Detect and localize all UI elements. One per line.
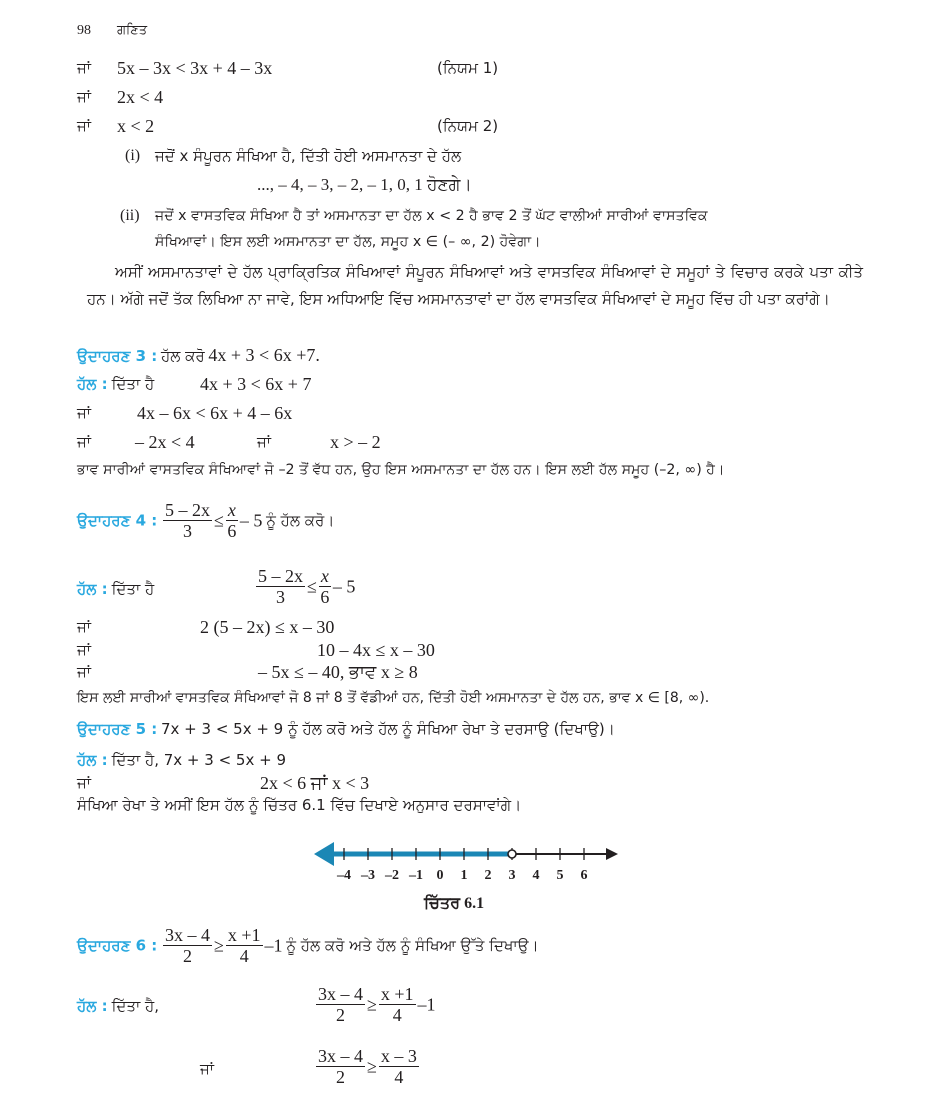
example-5-question	[77, 718, 615, 740]
case-ii-line2: ਸੰਖਿਆਵਾਂ। ਇਸ ਲਈ ਅਸਮਾਨਤਾ ਦਾ ਹੱਲ, ਸਮੂਹ x ∈ (– ∞, 2) ਹੋਵੇਗਾ।	[155, 234, 541, 250]
page-number: 98	[77, 23, 91, 38]
fraction-numerator: 5 – 2x	[164, 500, 210, 520]
tick-label: 5	[556, 868, 564, 883]
tick-label: –2	[385, 868, 399, 883]
example-4-label: ਉਦਾਹਰਣ 4 :	[77, 511, 158, 530]
ja-label: ਜਾਂ	[77, 88, 92, 106]
ja-label: ਜਾਂ	[77, 663, 92, 681]
given-label: ਦਿੱਤਾ ਹੈ	[111, 375, 155, 393]
example-4-question	[77, 500, 334, 541]
solution-label: ਹੱਲ :	[77, 997, 108, 1015]
ja-label: ਜਾਂ	[257, 433, 272, 451]
number-line-tick-labels	[300, 868, 630, 890]
tick-label: 4	[532, 868, 540, 883]
tick-label: 2	[484, 868, 492, 883]
example-3-given-expr: 4x + 3 < 6x + 7	[200, 374, 312, 394]
example-4-given-expr	[254, 566, 355, 607]
ge-symbol: ≥	[367, 1056, 377, 1077]
example-3-question-expr: 4x + 3 < 6x +7.	[208, 345, 320, 365]
step-rule1-expr: 5x – 3x < 3x + 4 – 3x	[117, 58, 273, 78]
case-ii-number: (ii)	[120, 207, 140, 224]
fraction-denominator: 3	[182, 521, 192, 541]
example-3-solution-given	[77, 373, 154, 395]
case-i-values: ..., – 4, – 3, – 2, – 1, 0, 1 ਹੋਣਗੇ।	[257, 175, 472, 194]
solution-label: ਹੱਲ :	[77, 375, 108, 393]
fraction-3x-minus-4-over-2	[316, 984, 365, 1025]
fraction-denominator: 2	[336, 1005, 345, 1025]
fraction-denominator: 3	[276, 587, 285, 607]
example-6-label: ਉਦਾਹਰਣ 6 :	[77, 936, 158, 955]
arrow-left-icon	[314, 842, 334, 866]
example-6-question-suffix: ਨੂੰ ਹੱਲ ਕਰੋ ਅਤੇ ਹੱਲ ਨੂੰ ਸੰਖਿਆ ਉੱਤੇ ਦਿਖਾਉ।	[286, 936, 539, 955]
fraction-denominator: 4	[239, 946, 249, 966]
example-5-step1: 2x < 6 ਜਾਂ x < 3	[260, 773, 370, 793]
example-5-solution-given	[77, 749, 286, 771]
ja-label: ਜਾਂ	[200, 1060, 215, 1078]
fraction-numerator: 3x – 4	[164, 925, 210, 945]
arrow-right-icon	[606, 848, 618, 860]
tick-label: –4	[337, 868, 351, 883]
fraction-denominator: 6	[227, 521, 237, 541]
ja-label: ਜਾਂ	[77, 641, 92, 659]
example-3-label: ਉਦਾਹਰਣ 3 :	[77, 347, 158, 365]
fraction-x-plus-1-over-4	[379, 984, 416, 1025]
case-i-number: (i)	[125, 147, 141, 164]
step-2x-expr: 2x < 4	[117, 87, 164, 107]
fraction-x-plus-1-over-4	[226, 925, 263, 966]
tick-label: 6	[580, 868, 588, 883]
example-4-step3: – 5x ≤ – 40, ਭਾਵ x ≥ 8	[258, 662, 418, 682]
tick-label: –3	[361, 868, 375, 883]
tick-label: 0	[436, 868, 444, 883]
fraction-numerator: x – 3	[380, 1046, 417, 1066]
fraction-numerator: x	[320, 566, 329, 586]
le-symbol: ≤	[213, 510, 224, 531]
minus-1: –1	[417, 994, 436, 1015]
le-symbol: ≤	[307, 576, 317, 597]
example-4-step1: 2 (5 – 2x) ≤ x – 30	[200, 617, 335, 637]
open-circle-point	[508, 850, 516, 858]
ge-symbol: ≥	[213, 935, 224, 956]
fraction-5-minus-2x-over-3	[256, 566, 305, 607]
example-3-question	[77, 344, 320, 368]
example-6-step1	[314, 1046, 421, 1087]
example-6-question	[77, 925, 539, 966]
example-3-step2a: – 2x < 4	[135, 432, 195, 452]
ja-label: ਜਾਂ	[77, 404, 92, 422]
given-label: ਦਿੱਤਾ ਹੈ	[111, 580, 155, 598]
fraction-numerator: x +1	[227, 925, 261, 945]
fraction-numerator: x	[227, 500, 236, 520]
fraction-denominator: 2	[182, 946, 192, 966]
fraction-numerator: 5 – 2x	[258, 566, 303, 586]
example-5-question-text: 7x + 3 < 5x + 9 ਨੂੰ ਹੱਲ ਕਰੋ ਅਤੇ ਹੱਲ ਨੂੰ ਸੰਖਿਆ ਰੇਖਾ ਤੇ ਦਰਸਾਉ (ਦਿਖਾਉ)।	[160, 720, 615, 738]
figure-caption: ਚਿੱਤਰ 6.1	[424, 895, 485, 912]
intro-paragraph: ਅਸੀਂ ਅਸਮਾਨਤਾਵਾਂ ਦੇ ਹੱਲ ਪ੍ਰਾਕ੍ਰਿਤਿਕ ਸੰਖਿਆਵਾਂ ਸੰਪੂਰਨ ਸੰਖਿਆਵਾਂ ਅਤੇ ਵਾਸਤਵਿਕ ਸੰਖਿਆਵਾਂ ਦੇ ਸਮੂਹਾਂ ਤੇ ਵਿਚਾਰ ਕਰਕੇ ਪਤਾ ਕੀਤੇ ਹਨ। ਅੱਗੇ ਜਦੋਂ ਤੱਕ ਲਿਖਿਆ ਨਾ ਜਾਵੇ, ਇਸ ਅਧਿਆਇ ਵਿੱਚ ਅਸਮਾਨਤਾਵਾਂ ਦਾ ਹੱਲ ਵਾਸਤਵਿਕ ਸੰਖਿਆਵਾਂ ਦੇ ਸਮੂਹ ਵਿੱਚ ਹੀ ਪਤਾ ਕਰਾਂਗੇ।	[87, 263, 863, 308]
step-rule1-note: (ਨਿਯਮ 1)	[437, 59, 499, 77]
fraction-numerator: 3x – 4	[318, 1046, 363, 1066]
fraction-x-over-6	[226, 500, 238, 541]
minus-1: –1	[264, 935, 283, 956]
fraction-denominator: 2	[336, 1067, 345, 1087]
running-header-subject: ਗਣਿਤ	[117, 23, 148, 38]
ge-symbol: ≥	[367, 994, 377, 1015]
example-6-given-expr	[314, 984, 436, 1025]
tick-label: 1	[460, 868, 468, 883]
example-3-step1: 4x – 6x < 6x + 4 – 6x	[137, 403, 293, 423]
example-6-solution-given	[77, 995, 159, 1017]
example-3-question-text: ਹੱਲ ਕਰੋ	[160, 347, 205, 365]
fraction-denominator: 4	[392, 1005, 402, 1025]
case-i-text: ਜਦੋਂ x ਸੰਪੂਰਨ ਸੰਖਿਆ ਹੈ, ਦਿੱਤੀ ਹੋਈ ਅਸਮਾਨਤਾ ਦੇ ਹੱਲ	[155, 147, 462, 165]
ja-label: ਜਾਂ	[77, 433, 92, 451]
fraction-3x-minus-4-over-2	[316, 1046, 365, 1087]
fraction-denominator: 4	[394, 1067, 404, 1087]
example-5-given: ਦਿੱਤਾ ਹੈ, 7x + 3 < 5x + 9	[111, 751, 286, 769]
example-5-label: ਉਦਾਹਰਣ 5 :	[77, 720, 158, 738]
fraction-numerator: 3x – 4	[318, 984, 363, 1004]
solution-label: ਹੱਲ :	[77, 580, 108, 598]
minus-5: – 5	[239, 510, 263, 531]
minus-5: – 5	[332, 576, 356, 597]
ja-label: ਜਾਂ	[77, 117, 92, 135]
ja-label: ਜਾਂ	[77, 59, 92, 77]
fraction-x-minus-3-over-4	[379, 1046, 419, 1087]
given-label: ਦਿੱਤਾ ਹੈ,	[111, 997, 159, 1015]
solution-label: ਹੱਲ :	[77, 751, 108, 769]
example-4-solution-given	[77, 578, 154, 600]
case-ii-line1: ਜਦੋਂ x ਵਾਸਤਵਿਕ ਸੰਖਿਆ ਹੈ ਤਾਂ ਅਸਮਾਨਤਾ ਦਾ ਹੱਲ x < 2 ਹੈ ਭਾਵ 2 ਤੋਂ ਘੱਟ ਵਾਲੀਆਂ ਸਾਰੀਆਂ ਵਾਸਤਵਿਕ	[155, 208, 708, 224]
fraction-denominator: 6	[320, 587, 330, 607]
fraction-x-over-6	[319, 566, 331, 607]
example-5-conclusion: ਸੰਖਿਆ ਰੇਖਾ ਤੇ ਅਸੀਂ ਇਸ ਹੱਲ ਨੂੰ ਚਿੱਤਰ 6.1 ਵਿੱਚ ਦਿਖਾਏ ਅਨੁਸਾਰ ਦਰਸਾਵਾਂਗੇ।	[77, 796, 522, 814]
example-4-question-suffix: ਨੂੰ ਹੱਲ ਕਰੋ।	[266, 511, 335, 530]
step-x-lt-2-expr: x < 2	[117, 116, 155, 136]
example-4-conclusion: ਇਸ ਲਈ ਸਾਰੀਆਂ ਵਾਸਤਵਿਕ ਸੰਖਿਆਵਾਂ ਜੋ 8 ਜਾਂ 8 ਤੋਂ ਵੱਡੀਆਂ ਹਨ, ਦਿੱਤੀ ਹੋਈ ਅਸਮਾਨਤਾ ਦੇ ਹੱਲ ਹਨ, ਭਾਵ x ∈ [8, ∞).	[77, 690, 710, 706]
fraction-3x-minus-4-over-2	[163, 925, 212, 966]
step-rule2-note: (ਨਿਯਮ 2)	[437, 117, 499, 135]
ja-label: ਜਾਂ	[77, 618, 92, 636]
tick-label: 3	[508, 868, 516, 883]
ja-label: ਜਾਂ	[77, 774, 92, 792]
example-3-step2b: x > – 2	[330, 432, 381, 452]
fraction-5-minus-2x-over-3	[163, 500, 212, 541]
fraction-numerator: x +1	[380, 984, 414, 1004]
example-4-step2: 10 – 4x ≤ x – 30	[317, 640, 435, 660]
tick-label: –1	[409, 868, 423, 883]
example-3-conclusion: ਭਾਵ ਸਾਰੀਆਂ ਵਾਸਤਵਿਕ ਸੰਖਿਆਵਾਂ ਜੋ –2 ਤੋਂ ਵੱਧ ਹਨ, ਉਹ ਇਸ ਅਸਮਾਨਤਾ ਦਾ ਹੱਲ ਹਨ। ਇਸ ਲਈ ਹੱਲ ਸਮੂਹ (–2, ∞) ਹੈ।	[77, 462, 725, 478]
